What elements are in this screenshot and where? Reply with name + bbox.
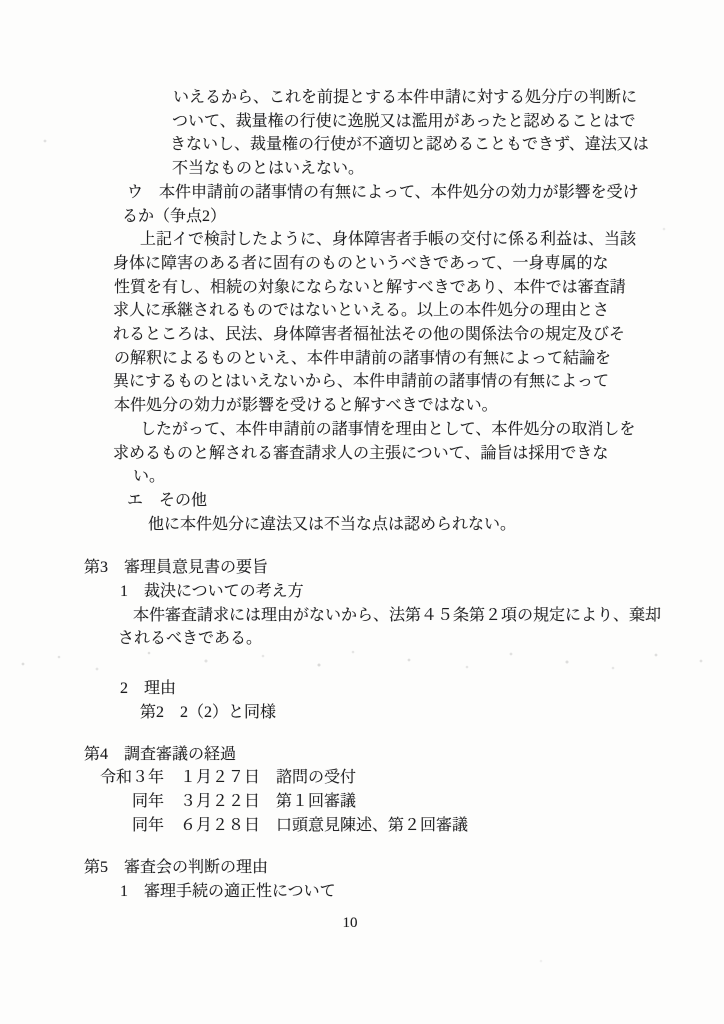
- text-line-paragraph-body: い。: [133, 468, 166, 486]
- document-body: [0, 86, 724, 904]
- text-line-body-continuation: 不当なものとはいえない。: [172, 160, 365, 178]
- text-line-paragraph-body: 求めるものと解される審査請求人の主張について、論旨は採用できな: [113, 444, 609, 462]
- scan-noise-speckles: [0, 0, 2, 2]
- text-line-date-entry: 令和３年 １月２７日 諮問の受付: [100, 769, 357, 787]
- text-line-paragraph-body: 身体に障害のある者に固有のものというべきであって、一身専属的な: [113, 254, 609, 272]
- text-line-numbered-item: 1 審理手続の適正性について: [120, 883, 336, 901]
- text-line-body-continuation: いえるから、これを前提とする本件申請に対する処分庁の判断に: [173, 89, 638, 106]
- text-line-date-entry: 同年 ３月２２日 第１回審議: [132, 792, 357, 810]
- text-line-paragraph-body: 求人に承継されるものではないといえる。以上の本件処分の理由とさ: [113, 302, 610, 320]
- text-line-paragraph-first: 本件審査請求には理由がないから、法第４５条第２項の規定により、棄却: [133, 606, 662, 624]
- text-line-paragraph-body: れるところは、民法、身体障害者福祉法その他の関係法令の規定及びそ: [113, 326, 626, 344]
- text-line-body-continuation: ついて、裁量権の行使に逸脱又は濫用があったと認めることはで: [172, 112, 636, 130]
- text-line-paragraph-first: 上記イで検討したように、身体障害者手帳の交付に係る利益は、当該: [140, 231, 637, 249]
- text-line-body-continuation: きないし、裁量権の行使が不適切と認めることもできず、違法又は: [170, 136, 649, 154]
- text-line-paragraph-first: したがって、本件申請前の諸事情を理由として、本件処分の取消しを: [140, 420, 636, 438]
- text-line-paragraph-body: 他に本件処分に違法又は不当な点は認められない。: [148, 515, 517, 533]
- text-line-item-kana: エ その他: [127, 491, 208, 509]
- text-line-item-continuation: るか（争点2）: [122, 207, 227, 225]
- text-line-paragraph-body: 本件処分の効力が影響を受けると解すべきではない。: [114, 397, 498, 415]
- text-line-date-entry: 同年 ６月２８日 口頭意見陳述、第２回審議: [132, 816, 469, 834]
- text-line-section-heading: 第3 審理員意見書の要旨: [84, 559, 269, 577]
- text-line-numbered-item: 1 裁決についての考え方: [120, 583, 304, 601]
- text-line-numbered-item: 2 理由: [120, 680, 177, 698]
- text-line-section-heading: 第4 調査審議の経過: [84, 745, 237, 763]
- page-number: 10: [342, 914, 358, 931]
- text-line-paragraph-body: の解釈によるものといえ、本件申請前の諸事情の有無によって結論を: [114, 349, 611, 367]
- text-line-paragraph-first: 第2 2（2）と同様: [140, 703, 277, 721]
- text-line-paragraph-body: 異にするものとはいえないから、本件申請前の諸事情の有無によって: [113, 373, 610, 391]
- text-line-paragraph-body: されるべきである。: [118, 630, 263, 648]
- text-line-section-heading: 第5 審査会の判断の理由: [84, 859, 269, 877]
- text-line-paragraph-body: 性質を有し、相続の対象にならないと解すべきであり、本件では審査請: [114, 278, 626, 296]
- text-line-item-kana: ウ 本件申請前の諸事情の有無によって、本件処分の効力が影響を受け: [127, 183, 639, 201]
